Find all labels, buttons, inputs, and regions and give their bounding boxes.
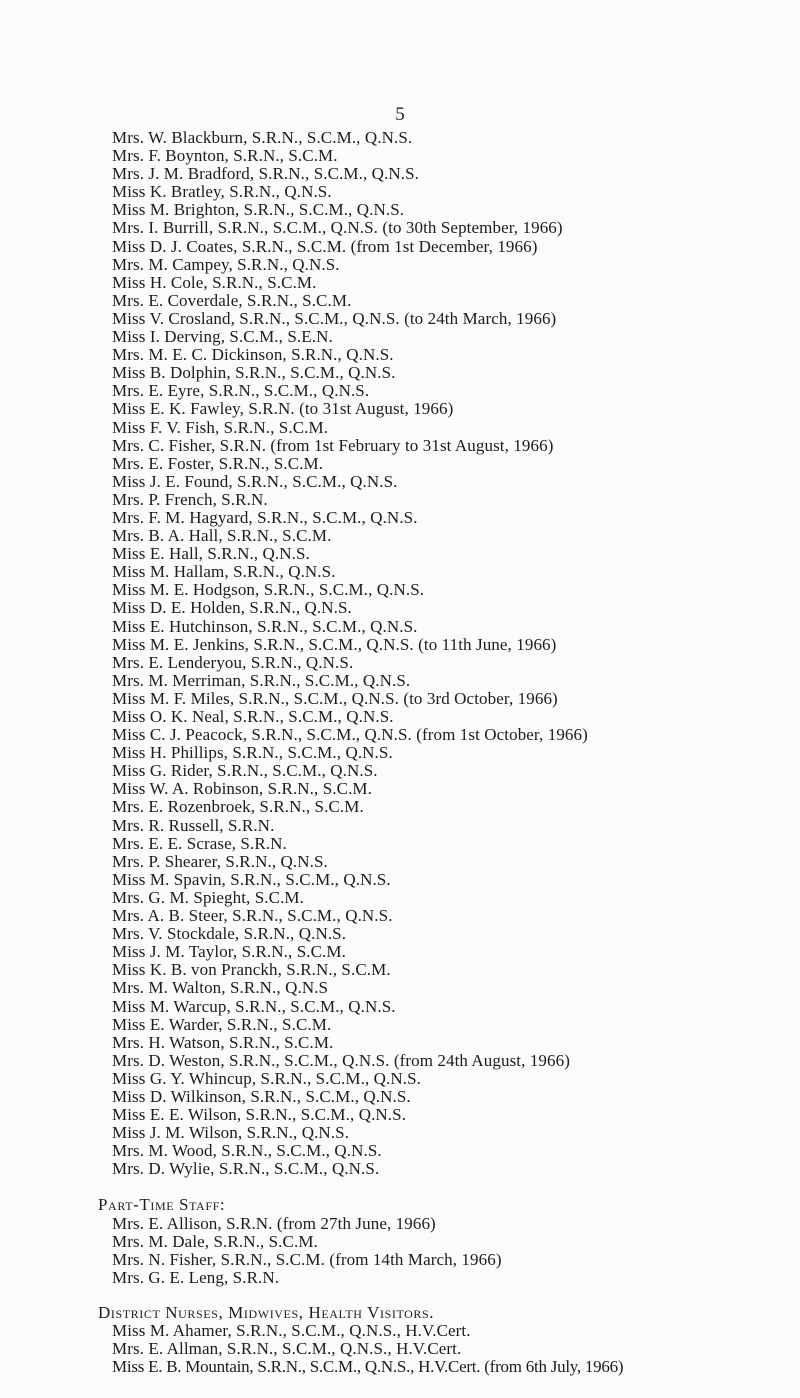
staff-entry: Mrs. P. French, S.R.N. [112,489,268,509]
staff-entry: Miss G. Y. Whincup, S.R.N., S.C.M., Q.N.S. [112,1068,421,1088]
staff-entry: Miss H. Cole, S.R.N., S.C.M. [112,272,317,292]
staff-entry: Mrs. M. Dale, S.R.N., S.C.M. [112,1231,318,1251]
staff-entry: Miss E. E. Wilson, S.R.N., S.C.M., Q.N.S. [112,1105,407,1125]
staff-entry: Miss M. Ahamer, S.R.N., S.C.M., Q.N.S., H.V.Cert. [112,1321,471,1340]
staff-entry: Miss M. Warcup, S.R.N., S.C.M., Q.N.S. [112,996,396,1016]
staff-entry: Mrs. E. E. Scrase, S.R.N. [112,833,287,853]
staff-entry: Mrs. E. Allman, S.R.N., S.C.M., Q.N.S., H.V.Cert. [112,1339,462,1359]
staff-entry: Miss W. A. Robinson, S.R.N., S.C.M. [112,779,372,799]
staff-entry: Miss O. K. Neal, S.R.N., S.C.M., Q.N.S. [112,707,394,726]
staff-entry: Miss M. Brighton, S.R.N., S.C.M., Q.N.S. [112,200,405,220]
staff-entry: Miss F. V. Fish, S.R.N., S.C.M. [112,417,329,437]
staff-entry: Miss D. J. Coates, S.R.N., S.C.M. (from 1st December, 1966) [112,236,538,256]
district-list [112,1322,792,1376]
staff-entry: Miss C. J. Peacock, S.R.N., S.C.M., Q.N.S. (from 1st October, 1966) [112,725,588,745]
staff-entry: Mrs. F. M. Hagyard, S.R.N., S.C.M., Q.N.S. [112,507,418,527]
staff-entry: Miss E. Warder, S.R.N., S.C.M. [112,1014,332,1034]
staff-entry: Miss M. Spavin, S.R.N., S.C.M., Q.N.S. [112,869,391,889]
staff-entry: Miss H. Phillips, S.R.N., S.C.M., Q.N.S. [112,743,393,763]
staff-entry: Miss M. E. Hodgson, S.R.N., S.C.M., Q.N.S. [112,580,425,600]
staff-entry: Mrs. E. Allison, S.R.N. (from 27th June, 1966) [112,1213,436,1233]
staff-entry: Miss M. Hallam, S.R.N., Q.N.S. [112,562,336,582]
staff-entry: Mrs. M. Merriman, S.R.N., S.C.M., Q.N.S. [112,670,411,690]
staff-entry: Miss J. M. Taylor, S.R.N., S.C.M. [112,942,346,962]
staff-entry: Mrs. F. Boynton, S.R.N., S.C.M. [112,146,338,166]
part-time-list [112,1215,792,1287]
staff-entry: Mrs. E. Foster, S.R.N., S.C.M. [112,453,324,473]
staff-entry: Mrs. A. B. Steer, S.R.N., S.C.M., Q.N.S. [112,906,393,926]
staff-entry: Mrs. G. E. Leng, S.R.N. [112,1267,280,1287]
staff-entry: Mrs. E. Rozenbroek, S.R.N., S.C.M. [112,797,364,817]
main-staff-list [112,129,792,1178]
staff-entry: Mrs. M. Campey, S.R.N., Q.N.S. [112,254,340,274]
staff-entry: Miss I. Derving, S.C.M., S.E.N. [112,327,333,347]
staff-entry: Mrs. J. M. Bradford, S.R.N., S.C.M., Q.N.S. [112,164,420,184]
staff-entry: Miss M. F. Miles, S.R.N., S.C.M., Q.N.S. (to 3rd October, 1966) [112,688,558,708]
staff-entry: Miss G. Rider, S.R.N., S.C.M., Q.N.S. [112,761,378,781]
page-number: 5 [395,104,405,125]
staff-entry: Mrs. I. Burrill, S.R.N., S.C.M., Q.N.S. (to 30th September, 1966) [112,218,563,238]
staff-entry: Mrs. M. E. C. Dickinson, S.R.N., Q.N.S. [112,345,394,365]
staff-entry: Mrs. R. Russell, S.R.N. [112,815,275,835]
staff-listing [98,128,792,1377]
staff-entry: Mrs. E. Lenderyou, S.R.N., Q.N.S. [112,652,354,672]
staff-entry: Mrs. W. Blackburn, S.R.N., S.C.M., Q.N.S. [112,128,413,147]
staff-entry: Mrs. N. Fisher, S.R.N., S.C.M. (from 14th March, 1966) [112,1249,502,1269]
staff-entry: Miss K. Bratley, S.R.N., Q.N.S. [112,182,332,202]
staff-entry: Mrs. V. Stockdale, S.R.N., Q.N.S. [112,924,347,944]
staff-entry: Mrs. E. Coverdale, S.R.N., S.C.M. [112,290,352,310]
staff-entry: Mrs. H. Watson, S.R.N., S.C.M. [112,1032,334,1052]
staff-entry: Mrs. M. Walton, S.R.N., Q.N.S [112,978,329,998]
staff-entry: Mrs. D. Wylie, S.R.N., S.C.M., Q.N.S. [112,1159,380,1179]
staff-entry: Miss V. Crosland, S.R.N., S.C.M., Q.N.S. (to 24th March, 1966) [112,308,557,328]
part-time-heading: Part-Time Staff: [98,1195,226,1215]
staff-entry: Mrs. D. Weston, S.R.N., S.C.M., Q.N.S. (from 24th August, 1966) [112,1050,570,1070]
staff-entry: Miss D. Wilkinson, S.R.N., S.C.M., Q.N.S. [112,1086,411,1106]
staff-entry: Miss E. B. Mountain, S.R.N., S.C.M., Q.N.S., H.V.Cert. (from 6th July, 1966) [112,1357,624,1377]
staff-entry: Miss E. K. Fawley, S.R.N. (to 31st August, 1966) [112,399,454,419]
staff-entry: Miss E. Hutchinson, S.R.N., S.C.M., Q.N.S. [112,616,418,636]
district-heading: District Nurses, Midwives, Health Visitors. [98,1302,435,1322]
staff-entry: Miss M. E. Jenkins, S.R.N., S.C.M., Q.N.S. (to 11th June, 1966) [112,634,557,654]
staff-entry: Miss B. Dolphin, S.R.N., S.C.M., Q.N.S. [112,363,396,383]
staff-entry: Miss J. M. Wilson, S.R.N., Q.N.S. [112,1123,350,1143]
staff-entry: Miss K. B. von Pranckh, S.R.N., S.C.M. [112,960,391,980]
staff-entry: Miss D. E. Holden, S.R.N., Q.N.S. [112,598,352,618]
staff-entry: Mrs. E. Eyre, S.R.N., S.C.M., Q.N.S. [112,381,370,401]
staff-entry: Miss J. E. Found, S.R.N., S.C.M., Q.N.S. [112,471,398,491]
staff-entry: Mrs. P. Shearer, S.R.N., Q.N.S. [112,851,328,871]
staff-entry: Mrs. B. A. Hall, S.R.N., S.C.M. [112,526,332,546]
staff-entry: Mrs. G. M. Spieght, S.C.M. [112,887,304,907]
staff-entry: Mrs. C. Fisher, S.R.N. (from 1st February to 31st August, 1966) [112,435,554,455]
staff-entry: Miss E. Hall, S.R.N., Q.N.S. [112,544,310,564]
staff-entry: Mrs. M. Wood, S.R.N., S.C.M., Q.N.S. [112,1141,382,1161]
